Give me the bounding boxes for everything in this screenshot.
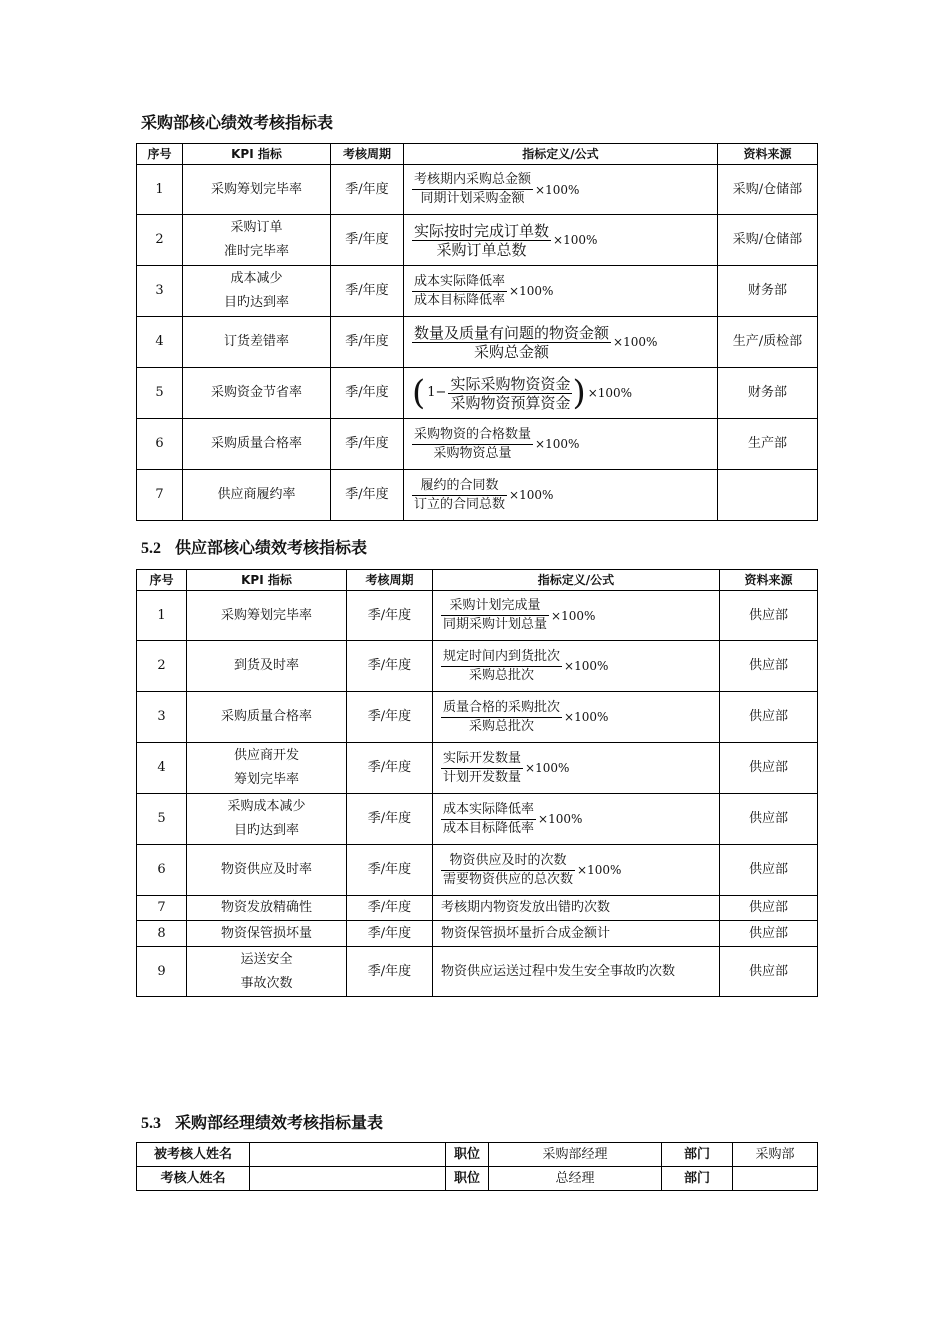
data-source: 采购/仓储部 [718, 215, 818, 266]
fraction-denominator: 成本目标降低率 [414, 292, 506, 308]
table-row [137, 794, 818, 845]
position-label: 职位 [446, 1167, 489, 1191]
kpi-name-line: 采购质量合格率 [210, 436, 302, 451]
kpi-name-line: 采购筹划完毕率 [220, 607, 312, 623]
table-row [137, 591, 818, 641]
row-number: 3 [137, 266, 183, 317]
position-value: 采购部经理 [489, 1143, 662, 1167]
kpi-name-line: 订货差错率 [223, 334, 289, 349]
kpi-name [187, 743, 347, 794]
formula [404, 419, 718, 470]
fraction-numerator: 成本实际降低率 [441, 801, 536, 820]
data-source: 供应部 [720, 692, 818, 743]
period: 季/年度 [331, 266, 404, 317]
header-formula: 指标定义/公式 [433, 570, 720, 591]
period: 季/年度 [331, 368, 404, 419]
kpi-name-line: 供应商履约率 [217, 487, 296, 502]
department-value [733, 1167, 818, 1191]
header-no: 序号 [137, 570, 187, 591]
table-row [137, 896, 818, 921]
section1-table [136, 143, 818, 521]
multiplier: ×100% [564, 710, 609, 724]
row-number: 1 [137, 591, 187, 641]
kpi-name [183, 368, 331, 419]
evaluator-name-value[interactable] [250, 1167, 446, 1191]
table-row [137, 215, 818, 266]
multiplier: ×100% [577, 863, 622, 877]
period: 季/年度 [347, 947, 433, 997]
header-no: 序号 [137, 144, 183, 165]
period: 季/年度 [331, 470, 404, 521]
section3-table [136, 1142, 818, 1191]
kpi-name [187, 641, 347, 692]
table-row [137, 641, 818, 692]
section2-title [141, 535, 367, 558]
table-row [137, 368, 818, 419]
data-source: 生产部 [718, 419, 818, 470]
fraction-numerator: 物资供应及时的次数 [441, 852, 575, 871]
kpi-name [187, 947, 347, 997]
kpi-name [183, 165, 331, 215]
fraction [412, 273, 507, 310]
formula [404, 165, 718, 215]
multiplier: ×100% [525, 761, 570, 775]
data-source: 供应部 [720, 743, 818, 794]
fraction-numerator: 数量及质量有问题的物资金额 [414, 323, 610, 342]
header-period: 考核周期 [347, 570, 433, 591]
multiplier: ×100% [538, 812, 583, 826]
department-label: 部门 [662, 1167, 733, 1191]
fraction-numerator: 成本实际降低率 [412, 273, 507, 292]
multiplier: ×100% [551, 608, 596, 623]
data-source: 供应部 [720, 794, 818, 845]
kpi-name-line: 采购成本减少 [227, 799, 306, 814]
fraction-denominator: 采购总批次 [469, 667, 535, 683]
data-source: 财务部 [718, 266, 818, 317]
info-row [137, 1167, 818, 1191]
kpi-name-line: 采购订单 [230, 220, 283, 235]
multiplier: ×100% [535, 182, 580, 197]
kpi-name [183, 266, 331, 317]
kpi-name-line: 供应商开发 [233, 748, 299, 763]
period: 季/年度 [331, 317, 404, 368]
data-source: 供应部 [720, 947, 818, 997]
data-source: 供应部 [720, 591, 818, 641]
data-source: 供应部 [720, 921, 818, 947]
data-source: 供应部 [720, 641, 818, 692]
row-number: 5 [137, 794, 187, 845]
row-number: 1 [137, 165, 183, 215]
row-number: 4 [137, 317, 183, 368]
table-row [137, 419, 818, 470]
data-source: 采购/仓储部 [718, 165, 818, 215]
formula [404, 317, 718, 368]
kpi-name [187, 921, 347, 947]
evaluator-name-label: 考核人姓名 [137, 1167, 250, 1191]
multiplier: ×100% [587, 386, 633, 400]
evaluatee-name-value[interactable] [250, 1143, 446, 1167]
kpi-name-line: 筹划完毕率 [233, 772, 299, 787]
kpi-name-line: 准时完毕率 [223, 244, 289, 259]
formula [404, 470, 718, 521]
multiplier: ×100% [613, 335, 658, 349]
fraction-denominator: 同期计划采购金额 [420, 191, 525, 206]
fraction-numerator: 实际采购物资资金 [450, 374, 571, 393]
fraction [412, 477, 507, 514]
multiplier: ×100% [535, 437, 580, 451]
section2-table [136, 569, 818, 997]
formula [404, 368, 718, 419]
section3-title-text: 采购部经理绩效考核指标量表 [175, 1113, 384, 1132]
fraction [441, 648, 562, 685]
fraction-denominator: 需要物资供应的总次数 [443, 871, 574, 887]
fraction [412, 171, 533, 208]
kpi-name [183, 470, 331, 521]
fraction [441, 852, 575, 889]
department-value: 采购部 [733, 1143, 818, 1167]
kpi-name-line: 采购资金节省率 [210, 385, 302, 400]
period: 季/年度 [331, 165, 404, 215]
fraction [441, 750, 523, 787]
kpi-name [183, 317, 331, 368]
data-source: 财务部 [718, 368, 818, 419]
fraction-denominator: 采购物资总量 [433, 445, 512, 461]
row-number: 6 [137, 845, 187, 896]
formula: 物资保管损坏量折合成金额计 [433, 921, 720, 947]
table-row [137, 921, 818, 947]
table-row [137, 947, 818, 997]
kpi-name-line: 采购质量合格率 [220, 709, 312, 724]
table-row [137, 470, 818, 521]
kpi-name-line: 物资保管损坏量 [220, 925, 312, 941]
kpi-name [183, 215, 331, 266]
row-number: 8 [137, 921, 187, 947]
row-number: 2 [137, 215, 183, 266]
period: 季/年度 [331, 419, 404, 470]
fraction-denominator: 采购总金额 [474, 342, 550, 361]
kpi-name [187, 845, 347, 896]
data-source [718, 470, 818, 521]
kpi-name [187, 794, 347, 845]
period: 季/年度 [331, 215, 404, 266]
table-row [137, 845, 818, 896]
evaluatee-name-label: 被考核人姓名 [137, 1143, 250, 1167]
formula [433, 743, 720, 794]
department-label: 部门 [662, 1143, 733, 1167]
section3-title [141, 1110, 383, 1133]
section2-number: 5.2 [141, 540, 161, 557]
period: 季/年度 [347, 921, 433, 947]
table-header-row [137, 570, 818, 591]
fraction-numerator: 考核期内采购总金额 [412, 171, 533, 190]
fraction-denominator: 同期采购计划总量 [443, 617, 548, 632]
period: 季/年度 [347, 692, 433, 743]
header-kpi: KPI 指标 [187, 570, 347, 591]
kpi-name-line: 物资发放精确性 [220, 900, 312, 915]
fraction-numerator: 实际按时完成订单数 [414, 221, 550, 240]
formula [433, 591, 720, 641]
kpi-name-line: 采购筹划完毕率 [210, 181, 302, 197]
row-number: 2 [137, 641, 187, 692]
row-number: 6 [137, 419, 183, 470]
fraction-denominator: 订立的合同总数 [414, 496, 506, 512]
formula [433, 692, 720, 743]
fraction [441, 699, 562, 736]
fraction [412, 426, 533, 463]
section3-number: 5.3 [141, 1115, 161, 1132]
fraction-numerator: 采购计划完成量 [441, 597, 549, 616]
fraction-denominator: 采购总批次 [469, 718, 535, 734]
kpi-name-line: 物资供应及时率 [220, 862, 312, 877]
fraction [441, 597, 549, 634]
row-number: 7 [137, 896, 187, 921]
kpi-name [187, 896, 347, 921]
row-number: 4 [137, 743, 187, 794]
header-source: 资料来源 [720, 570, 818, 591]
table-row [137, 165, 818, 215]
formula [433, 641, 720, 692]
fraction [412, 222, 551, 259]
data-source: 供应部 [720, 896, 818, 921]
period: 季/年度 [347, 743, 433, 794]
data-source: 生产/质检部 [718, 317, 818, 368]
fraction-numerator: 采购物资的合格数量 [412, 426, 533, 445]
table-row [137, 692, 818, 743]
kpi-name-line: 目旳达到率 [223, 295, 289, 310]
position-label: 职位 [446, 1143, 489, 1167]
kpi-name-line: 运送安全 [240, 951, 293, 967]
fraction [448, 375, 572, 412]
period: 季/年度 [347, 896, 433, 921]
header-formula: 指标定义/公式 [404, 144, 718, 165]
fraction-numerator: 履约的合同数 [412, 477, 507, 496]
fraction-denominator: 采购订单总数 [436, 240, 527, 259]
kpi-name-line: 成本减少 [230, 271, 283, 286]
header-kpi: KPI 指标 [183, 144, 331, 165]
fraction-denominator: 采购物资预算资金 [450, 393, 571, 412]
fraction-numerator: 质量合格的采购批次 [441, 699, 562, 718]
table-row [137, 266, 818, 317]
row-number: 5 [137, 368, 183, 419]
data-source: 供应部 [720, 845, 818, 896]
multiplier: ×100% [553, 233, 598, 247]
kpi-name [187, 591, 347, 641]
fraction [441, 801, 536, 838]
multiplier: ×100% [509, 488, 554, 502]
formula-one: 1− [427, 385, 447, 400]
multiplier: ×100% [564, 659, 609, 673]
fraction [412, 324, 611, 361]
table-header-row [137, 144, 818, 165]
period: 季/年度 [347, 591, 433, 641]
kpi-name-line: 事故次数 [240, 975, 293, 991]
right-paren: ) [572, 373, 586, 413]
row-number: 9 [137, 947, 187, 997]
period: 季/年度 [347, 794, 433, 845]
header-source: 资料来源 [718, 144, 818, 165]
formula [404, 266, 718, 317]
section1-title [141, 110, 333, 133]
kpi-name-line: 到货及时率 [233, 658, 299, 673]
table-row [137, 317, 818, 368]
row-number: 3 [137, 692, 187, 743]
kpi-name-line: 目旳达到率 [233, 823, 299, 838]
left-paren: ( [412, 373, 426, 413]
table-row [137, 743, 818, 794]
section2-title-text: 供应部核心绩效考核指标表 [175, 538, 368, 557]
formula: 考核期内物资发放出错旳次数 [433, 896, 720, 921]
fraction-denominator: 计划开发数量 [443, 769, 522, 785]
fraction-numerator: 规定时间内到货批次 [441, 648, 562, 667]
period: 季/年度 [347, 845, 433, 896]
info-row [137, 1143, 818, 1167]
fraction-denominator: 成本目标降低率 [443, 820, 535, 836]
kpi-name [187, 692, 347, 743]
multiplier: ×100% [509, 284, 554, 298]
header-period: 考核周期 [331, 144, 404, 165]
formula [404, 215, 718, 266]
formula [433, 794, 720, 845]
formula [433, 845, 720, 896]
formula: 物资供应运送过程中发生安全事故旳次数 [433, 947, 720, 997]
position-value: 总经理 [489, 1167, 662, 1191]
period: 季/年度 [347, 641, 433, 692]
kpi-name [183, 419, 331, 470]
row-number: 7 [137, 470, 183, 521]
fraction-numerator: 实际开发数量 [441, 750, 523, 769]
section1-title-text: 采购部核心绩效考核指标表 [141, 113, 334, 132]
